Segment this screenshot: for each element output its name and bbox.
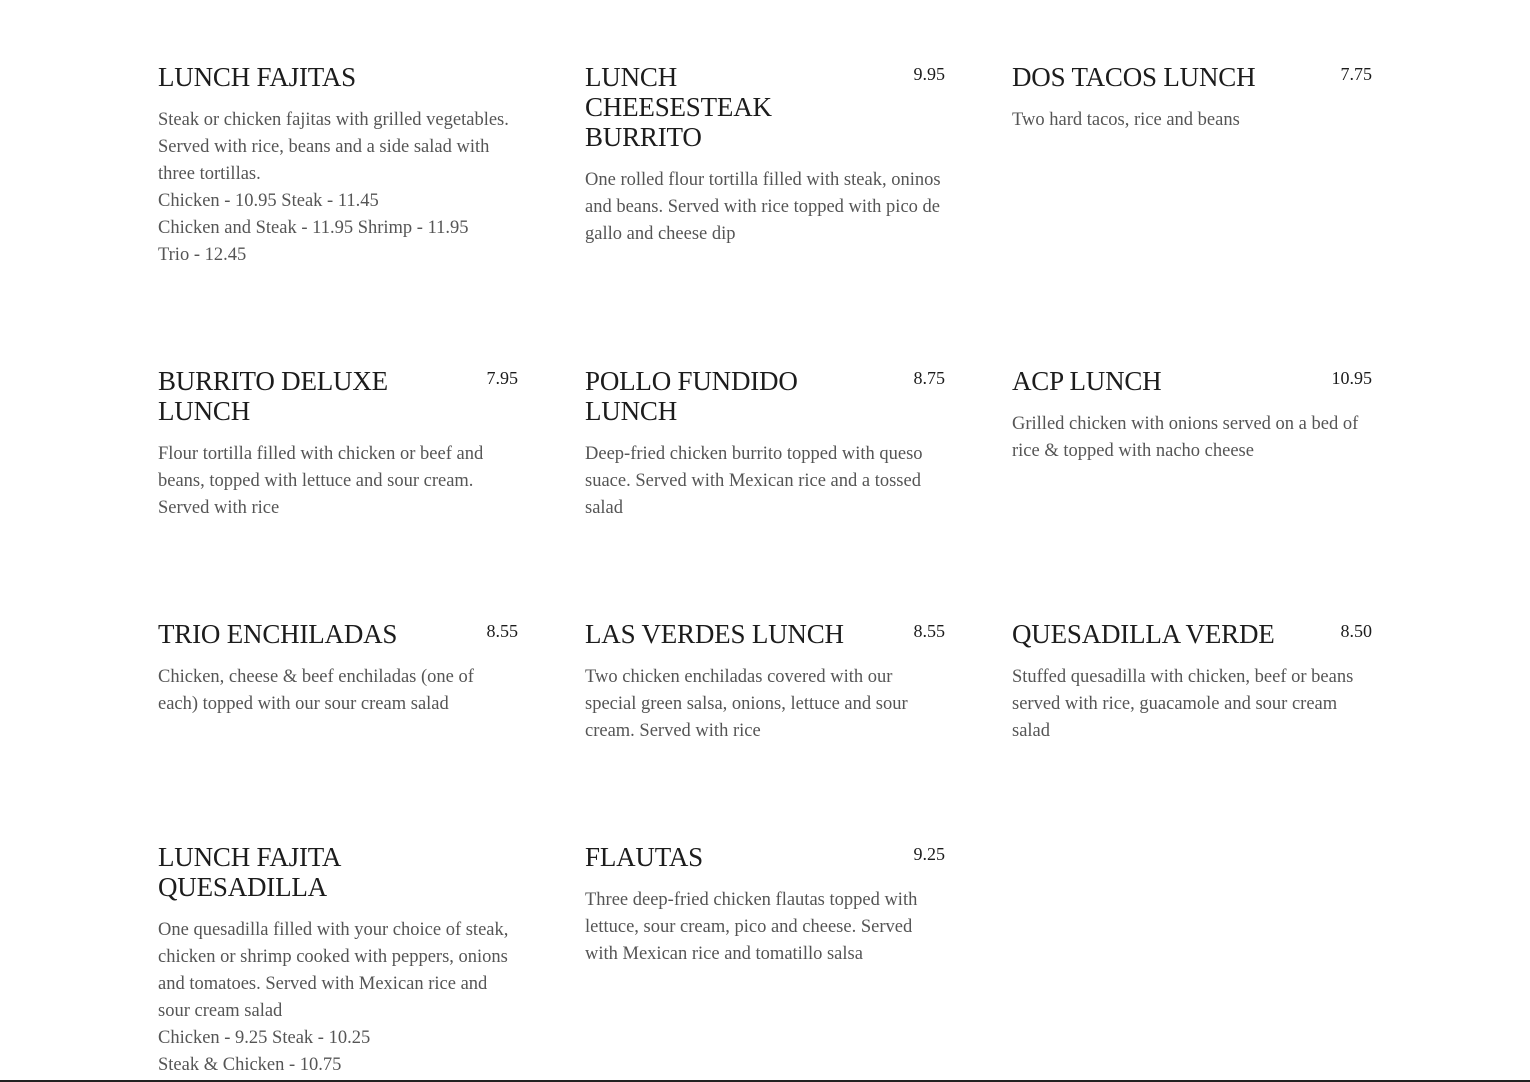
item-header [585, 619, 945, 649]
item-description: Chicken, cheese & beef enchiladas (one of each) topped with our sour cream salad [158, 667, 474, 714]
item-description: Two chicken enchiladas covered with our special green salsa, onions, lettuce and sour cream. Served with rice [585, 667, 908, 741]
item-description: Deep-fried chicken burrito topped with queso suace. Served with Mexican rice and a tossed salad [585, 444, 923, 518]
item-description: Stuffed quesadilla with chicken, beef or beans served with rice, guacamole and sour cream salad [1012, 667, 1354, 741]
item-name: QUESADILLA VERDE [1012, 619, 1275, 649]
item-price: 10.95 [1331, 368, 1372, 388]
menu-item-acp-lunch [1012, 366, 1372, 465]
menu-item-flautas [585, 842, 945, 968]
item-header [585, 366, 945, 426]
item-header [158, 366, 518, 426]
item-price-line: Trio - 12.45 [158, 245, 247, 265]
item-price: 8.50 [1340, 621, 1372, 641]
item-header [158, 842, 518, 902]
item-name: LUNCH CHEESESTEAK BURRITO [585, 62, 772, 152]
item-name: DOS TACOS LUNCH [1012, 62, 1256, 92]
item-description: Three deep-fried chicken flautas topped with lettuce, sour cream, pico and cheese. Served with Mexican rice and tomatillo salsa [585, 890, 918, 964]
item-name: FLAUTAS [585, 842, 703, 872]
item-price: 7.75 [1340, 64, 1372, 84]
menu-item-quesadilla-verde [1012, 619, 1372, 745]
item-price: 8.75 [913, 368, 945, 388]
item-price-line: Chicken - 10.95 Steak - 11.45 [158, 191, 379, 211]
item-description: Grilled chicken with onions served on a bed of rice & topped with nacho cheese [1012, 414, 1359, 461]
item-price: 8.55 [486, 621, 518, 641]
item-description: One quesadilla filled with your choice of steak, chicken or shrimp cooked with peppers, onions and tomatoes. Served with Mexican rice and sour cream salad [158, 920, 509, 1021]
item-header [1012, 62, 1372, 92]
menu-item-trio-enchiladas [158, 619, 518, 718]
item-price-line: Chicken and Steak - 11.95 Shrimp - 11.95 [158, 218, 469, 238]
menu-item-pollo-fundido-lunch [585, 366, 945, 522]
item-header [585, 62, 945, 152]
item-price-line: Chicken - 9.25 Steak - 10.25 [158, 1028, 371, 1048]
menu-item-las-verdes-lunch [585, 619, 945, 745]
item-name: ACP LUNCH [1012, 366, 1162, 396]
item-header [585, 842, 945, 872]
item-header [158, 619, 518, 649]
item-price: 7.95 [486, 368, 518, 388]
item-description: One rolled flour tortilla filled with steak, oninos and beans. Served with rice topped with pico de gallo and cheese dip [585, 170, 941, 244]
item-name: LUNCH FAJITA QUESADILLA [158, 842, 340, 902]
menu-item-lunch-cheesesteak-burrito [585, 62, 945, 248]
item-header [1012, 366, 1372, 396]
item-name: BURRITO DELUXE LUNCH [158, 366, 388, 426]
lunch-menu-grid [158, 0, 1372, 1082]
menu-item-burrito-deluxe-lunch [158, 366, 518, 522]
item-description: Steak or chicken fajitas with grilled vegetables. Served with rice, beans and a side salad with three tortillas. [158, 110, 509, 184]
item-header [158, 62, 518, 92]
menu-item-dos-tacos-lunch [1012, 62, 1372, 134]
item-description: Two hard tacos, rice and beans [1012, 110, 1240, 130]
item-name: TRIO ENCHILADAS [158, 619, 398, 649]
menu-item-lunch-fajita-quesadilla [158, 842, 518, 1079]
item-name: LUNCH FAJITAS [158, 62, 357, 92]
item-price: 9.25 [913, 844, 945, 864]
item-header [1012, 619, 1372, 649]
menu-item-lunch-fajitas [158, 62, 518, 269]
item-price-line: Steak & Chicken - 10.75 [158, 1055, 342, 1075]
item-description: Flour tortilla filled with chicken or beef and beans, topped with lettuce and sour cream. Served with rice [158, 444, 484, 518]
item-price: 9.95 [913, 64, 945, 84]
item-name: LAS VERDES LUNCH [585, 619, 844, 649]
item-price: 8.55 [913, 621, 945, 641]
item-name: POLLO FUNDIDO LUNCH [585, 366, 798, 426]
